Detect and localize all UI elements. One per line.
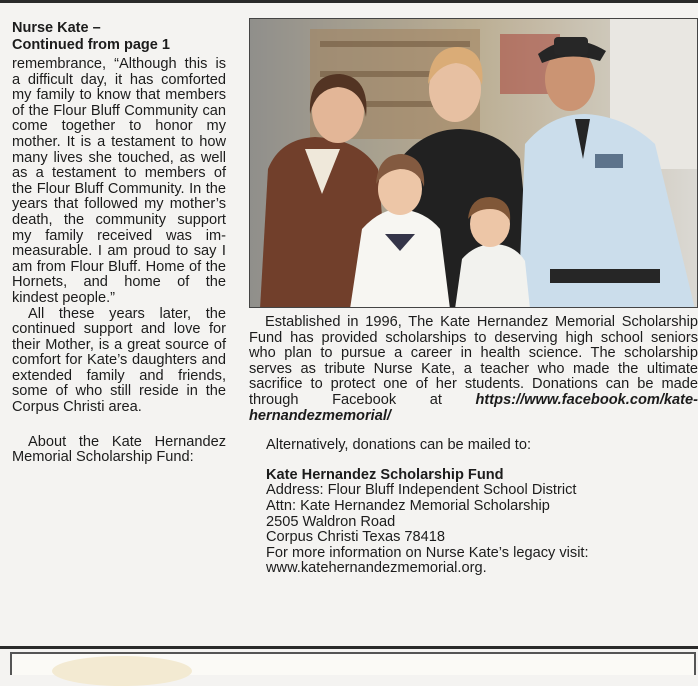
paragraph-3: About the Kate Hernandez Memorial Scholarship Fund: xyxy=(12,433,226,466)
scholarship-column xyxy=(249,315,698,577)
scholarship-description xyxy=(249,315,698,424)
top-rule xyxy=(0,0,698,3)
article-left-column xyxy=(12,20,226,466)
family-photo xyxy=(249,18,698,308)
more-info-line: For more information on Nurse Kate’s legacy visit: www.katehernandezmemorial.org. xyxy=(266,544,589,577)
paragraph-2: All these years later, the continued support and love for their Mother, is a great source of comfort for Kate’s daughters and extended family and friends, some of who still reside in the Corpus Christi area. xyxy=(12,305,226,416)
headline-line-2: Continued from page 1 xyxy=(12,37,170,53)
city-line: Corpus Christi Texas 78418 xyxy=(266,529,446,546)
alternative-donation-note: Alternatively, donations can be mailed to: xyxy=(266,437,532,454)
paragraph-1: remembrance, “Although this is a difficult day, it has comforted my family to know that members of the Flour Bluff Community can come together to honor my mother. It is a testament to how many lives she touched, as well as a testament to members of the Flour Bluff Community. In the years that followed my mother’s death, the community support my family received was immeasurable. I am proud to say I am from Flour Bluff. Home of the Hornets, and home of the kindest people.” xyxy=(12,56,226,306)
scholarship-description-text: Established in 1996, The Kate Hernandez Memorial Scholarship Fund has provided scholarships to deserving high school seniors who plan to pursue a career in health science. The scholarship serves as tribute Nurse Kate, a teacher who made the ultimate sacrifice to protect one of her students. Donations can be made through Facebook at xyxy=(249,314,698,408)
address-line: Address: Flour Bluff Independent School District xyxy=(266,482,577,499)
fund-name: Kate Hernandez Scholarship Fund xyxy=(266,466,504,483)
headline-line-1: Nurse Kate – xyxy=(12,20,101,36)
family-photo-illustration xyxy=(250,19,698,308)
next-article-graphic xyxy=(52,656,192,686)
facebook-link[interactable]: https://www.facebook.com/katehernandezmemorial/ xyxy=(249,391,698,424)
next-article-box xyxy=(10,652,696,675)
street-line: 2505 Waldron Road xyxy=(266,513,396,530)
bottom-rule xyxy=(0,646,698,649)
attn-line: Attn: Kate Hernandez Memorial Scholarship xyxy=(266,497,550,514)
